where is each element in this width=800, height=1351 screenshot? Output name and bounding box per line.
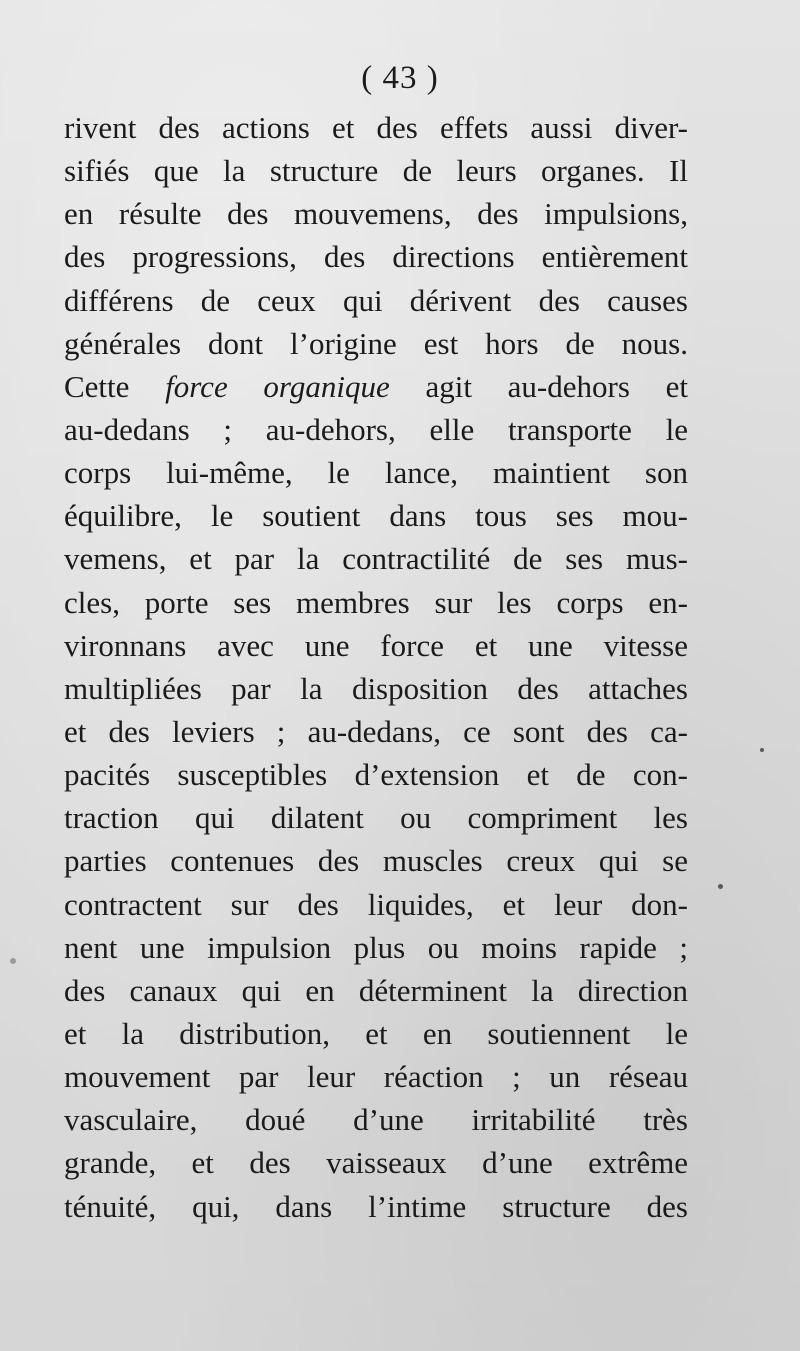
text-line-21: des canaux qui en déterminent la direction	[64, 972, 688, 1008]
text-line-14: multipliées par la disposition des attaches	[64, 670, 688, 706]
text-line-23: mouvement par leur réaction ; un réseau	[64, 1059, 688, 1095]
text-line-12: cles, porte ses membres sur les corps en-	[64, 584, 688, 620]
text-line-25: grande, et des vaisseaux d’une extrême	[64, 1145, 688, 1181]
text-line-5: différens de ceux qui dérivent des causes	[64, 282, 688, 318]
line-7-prefix: Cette	[64, 368, 130, 404]
page-number: ( 43 )	[361, 60, 439, 96]
text-line-2: sifiés que la structure de leurs organes. Il	[64, 153, 688, 189]
text-line-10: équilibre, le soutient dans tous ses mou-	[64, 498, 688, 534]
paper-speck	[10, 958, 16, 964]
line-7-rest: agit au-dehors et	[425, 368, 688, 404]
text-line-11: vemens, et par la contractilité de ses mus-	[64, 541, 688, 577]
text-line-20: nent une impulsion plus ou moins rapide ;	[64, 929, 688, 965]
text-line-6: générales dont l’origine est hors de nous.	[64, 325, 688, 361]
paper-speck	[718, 884, 723, 889]
italic-phrase: force organique	[165, 368, 390, 404]
text-line-3: en résulte des mouvemens, des impulsions,	[64, 196, 688, 232]
paper-speck	[760, 748, 764, 752]
text-line-8: au-dedans ; au-dehors, elle transporte le	[64, 411, 688, 447]
text-line-17: traction qui dilatent ou compriment les	[64, 800, 688, 836]
text-line-1: rivent des actions et des effets aussi diver-	[64, 110, 688, 145]
text-line-26: ténuité, qui, dans l’intime structure des	[64, 1188, 688, 1224]
text-line-19: contractent sur des liquides, et leur don-	[64, 886, 688, 922]
text-line-7	[64, 365, 688, 408]
text-line-22: et la distribution, et en soutiennent le	[64, 1015, 688, 1051]
text-line-24: vasculaire, doué d’une irritabilité très	[64, 1102, 688, 1138]
text-line-4: des progressions, des directions entièrement	[64, 239, 688, 275]
text-line-9: corps lui-même, le lance, maintient son	[64, 455, 688, 491]
text-line-18: parties contenues des muscles creux qui se	[64, 843, 688, 879]
body-text	[64, 106, 688, 1228]
text-line-16: pacités susceptibles d’extension et de con-	[64, 757, 688, 793]
text-line-15: et des leviers ; au-dedans, ce sont des ca-	[64, 713, 688, 749]
text-line-13: vironnans avec une force et une vitesse	[64, 627, 688, 663]
